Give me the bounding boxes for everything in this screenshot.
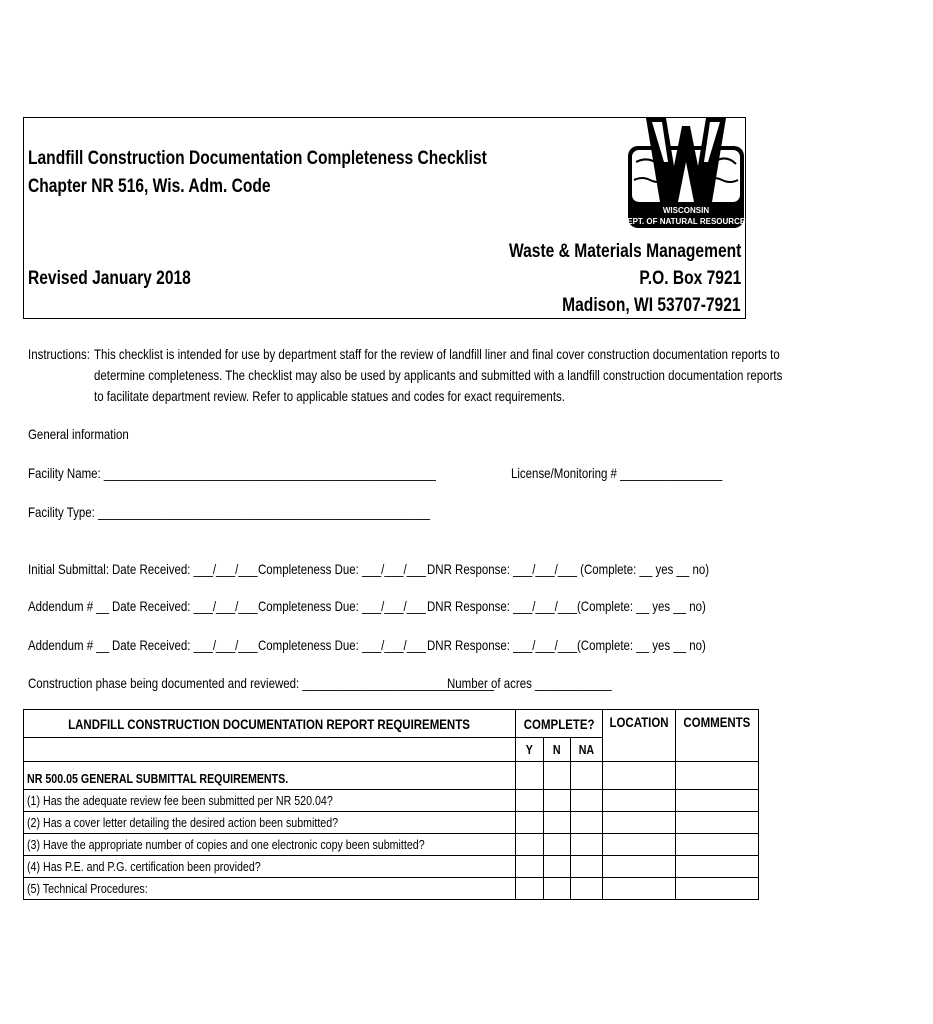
no-header: N <box>543 738 571 762</box>
table-row <box>24 812 759 834</box>
header-box <box>23 117 751 319</box>
cell-comments[interactable] <box>676 790 759 812</box>
general-info-heading: General information <box>28 426 129 442</box>
table-row <box>24 790 759 812</box>
requirements-table <box>23 709 759 900</box>
cell-n[interactable] <box>543 762 571 790</box>
instructions-label: Instructions: <box>28 346 90 362</box>
addendum-1-completeness-due[interactable]: Completeness Due: ___/___/___ <box>258 598 426 614</box>
cell-y[interactable] <box>515 834 543 856</box>
cell-location[interactable] <box>603 878 676 900</box>
table-row <box>24 834 759 856</box>
cell-na[interactable] <box>571 856 603 878</box>
cell-na[interactable] <box>571 762 603 790</box>
section-heading: NR 500.05 GENERAL SUBMITTAL REQUIREMENTS. <box>24 762 516 790</box>
cell-y[interactable] <box>515 762 543 790</box>
cell-na[interactable] <box>571 834 603 856</box>
initial-date-received[interactable]: Date Received: ___/___/___ <box>112 561 258 577</box>
address-line-3: Madison, WI 53707-7921 <box>562 295 741 316</box>
initial-dnr-response[interactable]: DNR Response: ___/___/___ (Complete: __ yes __ no) <box>427 561 710 577</box>
revised-date: Revised January 2018 <box>28 268 191 289</box>
address-line-2: P.O. Box 7921 <box>639 268 741 289</box>
initial-completeness-due[interactable]: Completeness Due: ___/___/___ <box>258 561 426 577</box>
cell-n[interactable] <box>543 856 571 878</box>
cell-location[interactable] <box>603 812 676 834</box>
cell-location[interactable] <box>603 856 676 878</box>
addendum-2-date-received[interactable]: Date Received: ___/___/___ <box>112 637 258 653</box>
cell-na[interactable] <box>571 812 603 834</box>
table-row <box>24 878 759 900</box>
address-line-1: Waste & Materials Management <box>508 241 741 262</box>
cell-n[interactable] <box>543 878 571 900</box>
cell-n[interactable] <box>543 790 571 812</box>
cell-na[interactable] <box>571 878 603 900</box>
cell-y[interactable] <box>515 878 543 900</box>
cell-location[interactable] <box>603 790 676 812</box>
document-subtitle: Chapter NR 516, Wis. Adm. Code <box>28 176 271 197</box>
requirement-text: (2) Has a cover letter detailing the desired action been submitted? <box>24 812 516 834</box>
cell-comments[interactable] <box>676 812 759 834</box>
cell-na[interactable] <box>571 790 603 812</box>
cell-y[interactable] <box>515 856 543 878</box>
addendum-1-dnr-response[interactable]: DNR Response: ___/___/___(Complete: __ yes __ no) <box>427 598 706 614</box>
table-section-row <box>24 762 759 790</box>
instructions-line-3: to facilitate department review. Refer to applicable statues and codes for exact requirements. <box>94 388 565 404</box>
complete-header: COMPLETE? <box>515 710 602 738</box>
wisconsin-dnr-logo-icon <box>621 118 751 234</box>
facility-type-field[interactable]: Facility Type: ____________________________________________________ <box>28 504 430 520</box>
logo-text-2: DEPT. OF NATURAL RESOURCES <box>621 217 751 226</box>
subheader-blank <box>24 738 516 762</box>
cell-comments[interactable] <box>676 762 759 790</box>
facility-name-field[interactable]: Facility Name: ____________________________________________________ <box>28 465 436 481</box>
requirement-text: (4) Has P.E. and P.G. certification been provided? <box>24 856 516 878</box>
cell-comments[interactable] <box>676 878 759 900</box>
addendum-2-completeness-due[interactable]: Completeness Due: ___/___/___ <box>258 637 426 653</box>
table-row <box>24 856 759 878</box>
location-header: LOCATION <box>603 710 676 762</box>
cell-y[interactable] <box>515 790 543 812</box>
comments-header: COMMENTS <box>676 710 759 762</box>
cell-comments[interactable] <box>676 834 759 856</box>
requirement-text: (5) Technical Procedures: <box>24 878 516 900</box>
instructions-line-2: determine completeness. The checklist may also be used by applicants and submitted with a landfill construction documentation reports <box>94 367 783 383</box>
cell-n[interactable] <box>543 812 571 834</box>
logo-text-1: WISCONSIN <box>662 206 710 215</box>
requirements-header: LANDFILL CONSTRUCTION DOCUMENTATION REPORT REQUIREMENTS <box>24 710 516 738</box>
document-title: Landfill Construction Documentation Completeness Checklist <box>28 148 487 169</box>
yes-header: Y <box>515 738 543 762</box>
addendum-1-date-received[interactable]: Date Received: ___/___/___ <box>112 598 258 614</box>
number-of-acres-field[interactable]: Number of acres ____________ <box>447 675 612 691</box>
requirement-text: (3) Have the appropriate number of copies and one electronic copy been submitted? <box>24 834 516 856</box>
construction-phase-field[interactable]: Construction phase being documented and reviewed: ______________________________ <box>28 675 494 691</box>
cell-comments[interactable] <box>676 856 759 878</box>
cell-location[interactable] <box>603 834 676 856</box>
addendum-1-label: Addendum # __ <box>28 598 110 614</box>
cell-location[interactable] <box>603 762 676 790</box>
table-header-row <box>24 710 759 738</box>
cell-y[interactable] <box>515 812 543 834</box>
na-header: NA <box>571 738 603 762</box>
instructions-line-1: This checklist is intended for use by department staff for the review of landfill liner and final cover construction documentation reports to <box>94 346 780 362</box>
initial-submittal-label: Initial Submittal: <box>28 561 110 577</box>
addendum-2-dnr-response[interactable]: DNR Response: ___/___/___(Complete: __ yes __ no) <box>427 637 706 653</box>
addendum-2-label: Addendum # __ <box>28 637 110 653</box>
cell-n[interactable] <box>543 834 571 856</box>
instructions <box>28 344 783 407</box>
license-monitoring-field[interactable]: License/Monitoring # ________________ <box>511 465 723 481</box>
requirement-text: (1) Has the adequate review fee been submitted per NR 520.04? <box>24 790 516 812</box>
